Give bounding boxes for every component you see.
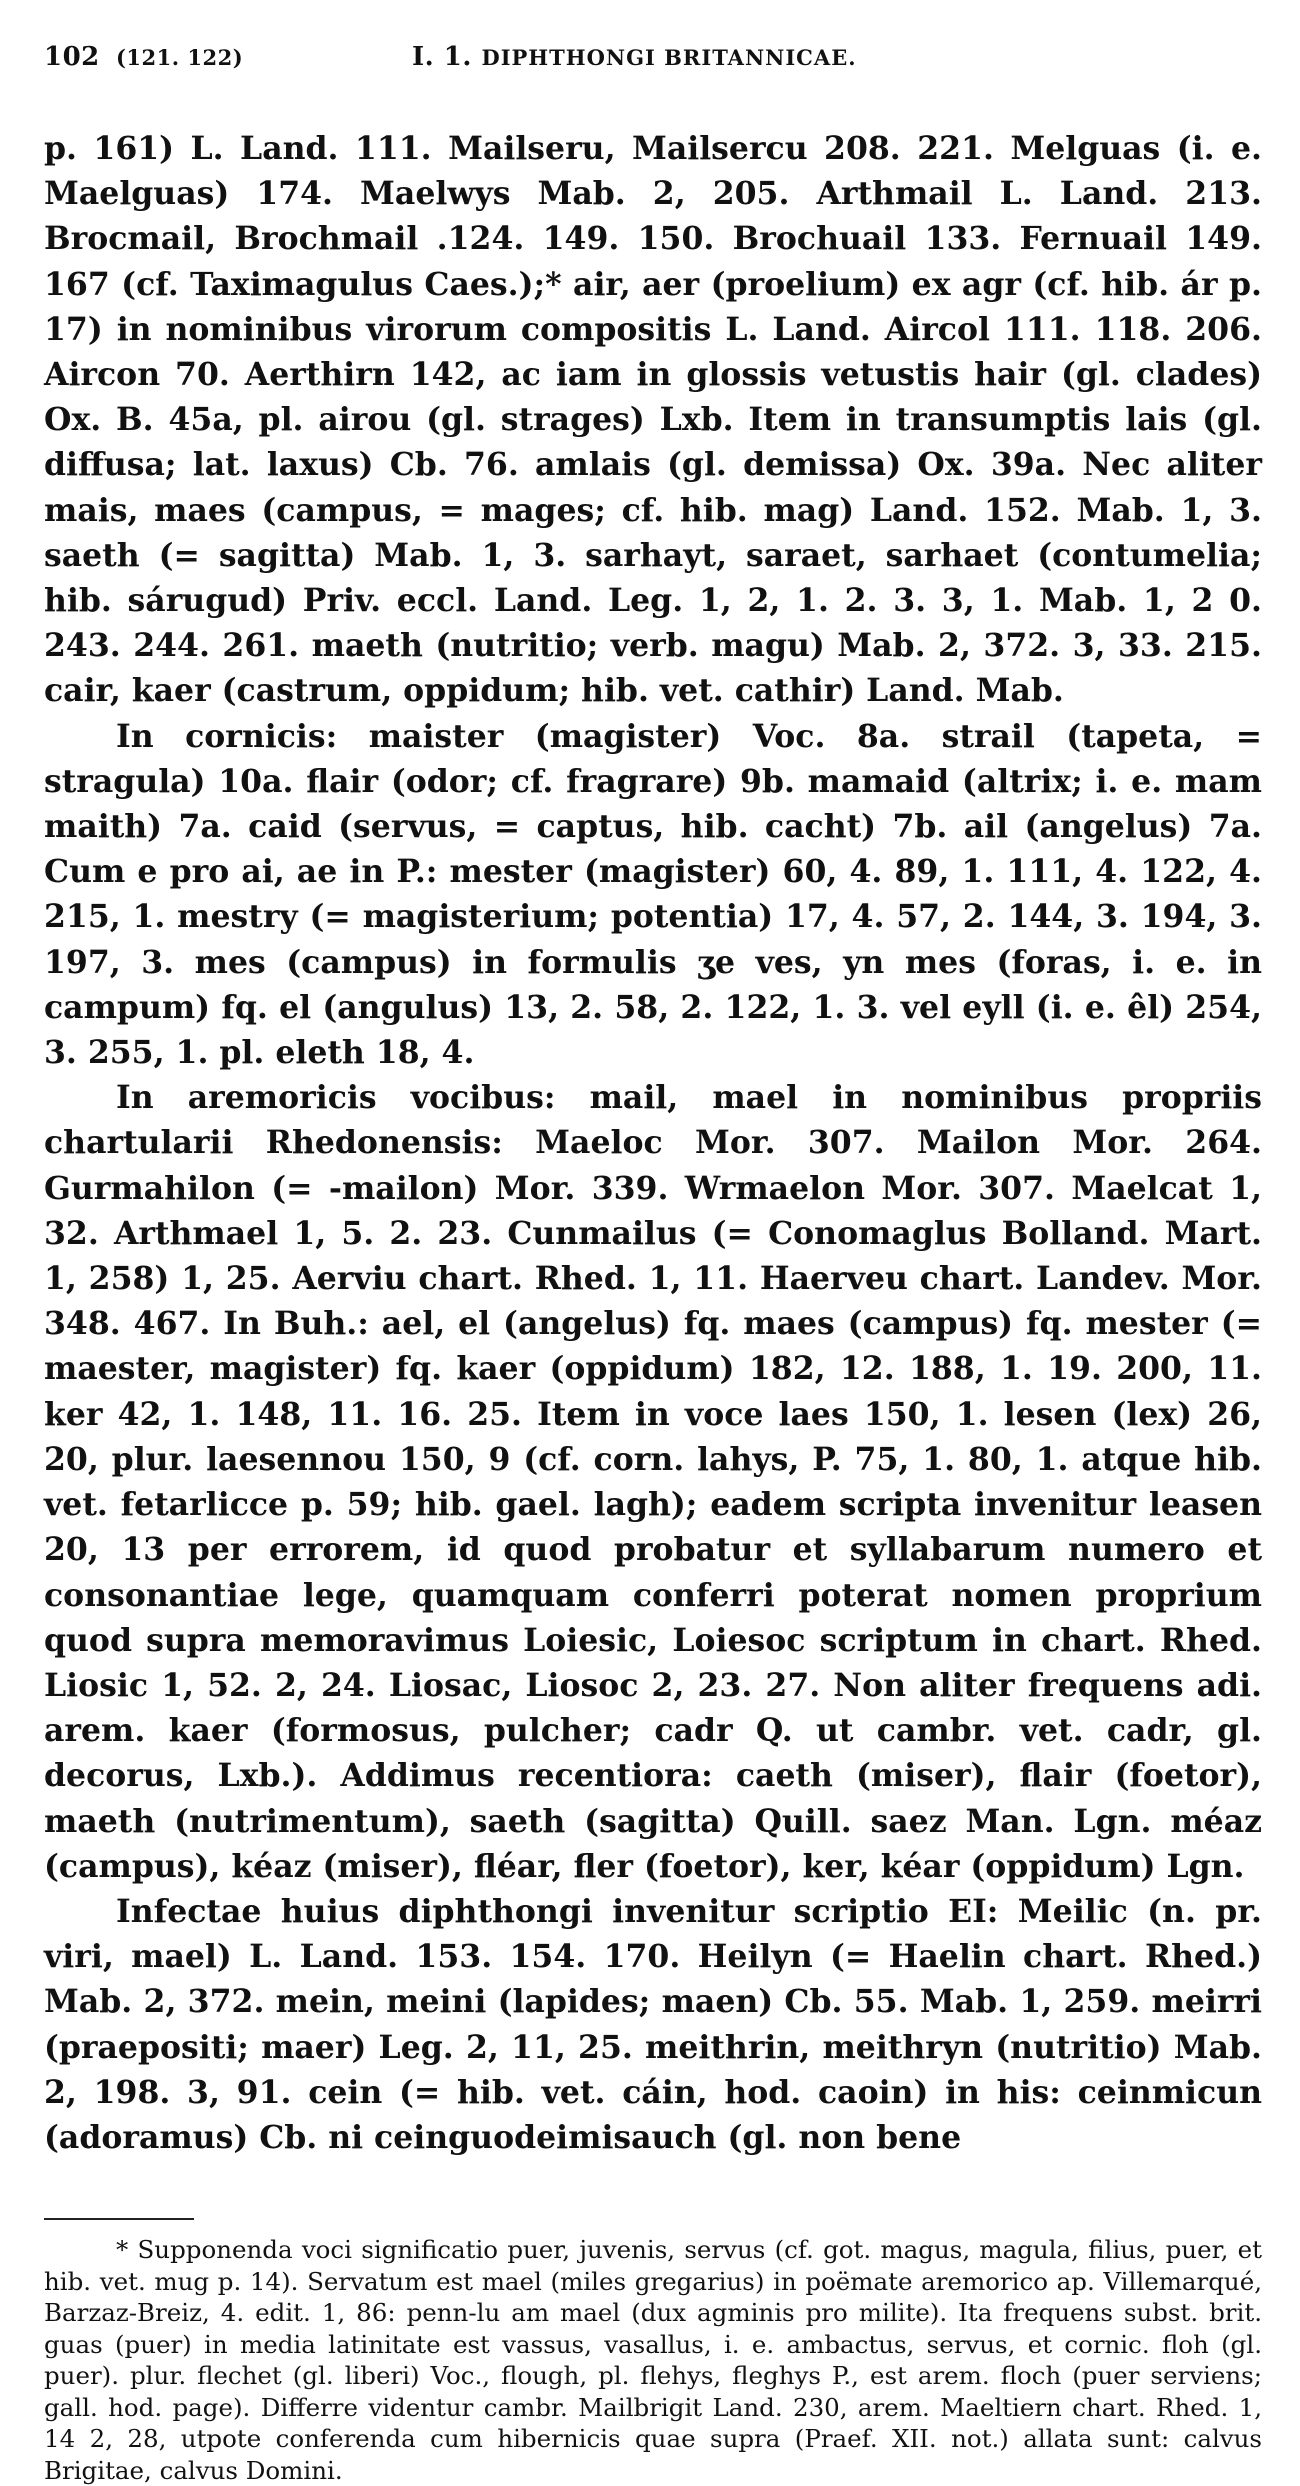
paragraph: In aremoricis vocibus: mail, mael in nominibus propriis chartularii Rhedonensis: Maeloc Mor. 307. Mailon Mor. 264. Gurmahilon (= -mailon) Mor. 339. Wrmaelon Mor. 307. Maelcat 1, 32. Arthmael 1, 5. 2. 23. Cunmailus (= Conomaglus Bolland. Mart. 1, 258) 1, 25. Aerviu chart. Rhed. 1, 11. Haerveu chart. Landev. Mor. 348. 467. In Buh.: ael, el (angelus) fq. maes (campus) fq. mester (= maester, magister) fq. kaer (oppidum) 182, 12. 188, 1. 19. 200, 11. ker 42, 1. 148, 11. 16. 25. Item in voce laes 150, 1. lesen (lex) 26, 20, plur. laesennou 150, 9 (cf. corn. lahys, P. 75, 1. 80, 1. atque hib. vet. fetarlicce p. 59; hib. gael. lagh); eadem scripta invenitur leasen 20, 13 per errorem, id quod probatur et syllabarum numero et consonantiae lege, quamquam conferri poterat nomen proprium quod supra memoravimus Loiesic, Loiesoc scriptum in chart. Rhed. Liosic 1, 52. 2, 24. Liosac, Liosoc 2, 23. 27. Non aliter frequens adi. arem. kaer (formosus, pulcher; cadr Q. ut cambr. vet. cadr, gl. decorus, Lxb.). Addimus recentiora: caeth (miser), flair (foetor), maeth (nutrimentum), saeth (sagitta) Quill. saez Man. Lgn. méaz (campus), kéaz (miser), fléar, fler (foetor), ker, kéar (oppidum) Lgn.: [44, 1079, 1262, 1885]
page: [44, 42, 1262, 2486]
page-refs: (121. 122): [116, 45, 244, 70]
running-title: [412, 42, 857, 72]
paragraph: Infectae huius diphthongi invenitur scriptio EI: Meilic (n. pr. viri, mael) L. Land. 153. 154. 170. Heilyn (= Haelin chart. Rhed.) Mab. 2, 372. mein, meini (lapides; maen) Cb. 55. Mab. 1, 259. meirri (praepositi; maer) Leg. 2, 11, 25. meithrin, meithryn (nutritio) Mab. 2, 198. 3, 91. cein (= hib. vet. cáin, hod. caoin) in his: ceinmicun (adoramus) Cb. ni ceinguodeimisauch (gl. non bene: [44, 1892, 1262, 2156]
footnotes: [44, 2234, 1262, 2486]
footnote: * Supponenda voci significatio puer, juvenis, servus (cf. got. magus, magula, filius, puer, et hib. vet. mug p. 14). Servatum est mael (miles gregarius) in poëmate aremorico ap. Villemarqué, Barzaz-Breiz, 4. edit. 1, 86: penn-lu am mael (dux agminis pro milite). Ita frequens subst. brit. guas (puer) in media latinitate est vassus, vasallus, i. e. ambactus, servus, et cornic. floh (gl. puer). plur. flechet (gl. liberi) Voc., flough, pl. flehys, fleghys P., est arem. floch (puer serviens; gall. hod. page). Differre videntur cambr. Mailbrigit Land. 230, arem. Maeltiern chart. Rhed. 1, 14 2, 28, utpote conferenda cum hibernicis quae supra (Praef. XII. not.) allata sunt: calvus Brigitae, calvus Domini.: [44, 2235, 1262, 2485]
page-number: 102: [44, 42, 100, 72]
paragraph: In cornicis: maister (magister) Voc. 8a. strail (tapeta, = stragula) 10a. flair (odor; cf. fragrare) 9b. mamaid (altrix; i. e. mam maith) 7a. caid (servus, = captus, hib. cacht) 7b. ail (angelus) 7a. Cum e pro ai, ae in P.: mester (magister) 60, 4. 89, 1. 111, 4. 122, 4. 215, 1. mestry (= magisterium; potentia) 17, 4. 57, 2. 144, 3. 194, 3. 197, 3. mes (campus) in formulis ʒe ves, yn mes (foras, i. e. in campum) fq. el (angulus) 13, 2. 58, 2. 122, 1. 3. vel eyll (i. e. êl) 254, 3. 255, 1. pl. eleth 18, 4.: [44, 717, 1262, 1072]
main-text: [44, 126, 1262, 2160]
paragraph: p. 161) L. Land. 111. Mailseru, Mailsercu 208. 221. Melguas (i. e. Maelguas) 174. Maelwys Mab. 2, 205. Arthmail L. Land. 213. Brocmail, Brochmail .124. 149. 150. Brochuail 133. Fernuail 149. 167 (cf. Taximagulus Caes.);* air, aer (proelium) ex agr (cf. hib. ár p. 17) in nominibus virorum compositis L. Land. Aircol 111. 118. 206. Aircon 70. Aerthirn 142, ac iam in glossis vetustis hair (gl. clades) Ox. B. 45a, pl. airou (gl. strages) Lxb. Item in transumptis lais (gl. diffusa; lat. laxus) Cb. 76. amlais (gl. demissa) Ox. 39a. Nec aliter mais, maes (campus, = mages; cf. hib. mag) Land. 152. Mab. 1, 3. saeth (= sagitta) Mab. 1, 3. sarhayt, saraet, sarhaet (contumelia; hib. sárugud) Priv. eccl. Land. Leg. 1, 2, 1. 2. 3. 3, 1. Mab. 1, 2 0. 243. 244. 261. maeth (nutritio; verb. magu) Mab. 2, 372. 3, 33. 215. cair, kaer (castrum, oppidum; hib. vet. cathir) Land. Mab.: [44, 130, 1262, 710]
footnote-divider: [44, 2218, 194, 2220]
section-number: I. 1.: [412, 42, 472, 72]
running-header: [44, 42, 1262, 84]
section-title: DIPHTHONGI BRITANNICAE.: [481, 45, 857, 70]
